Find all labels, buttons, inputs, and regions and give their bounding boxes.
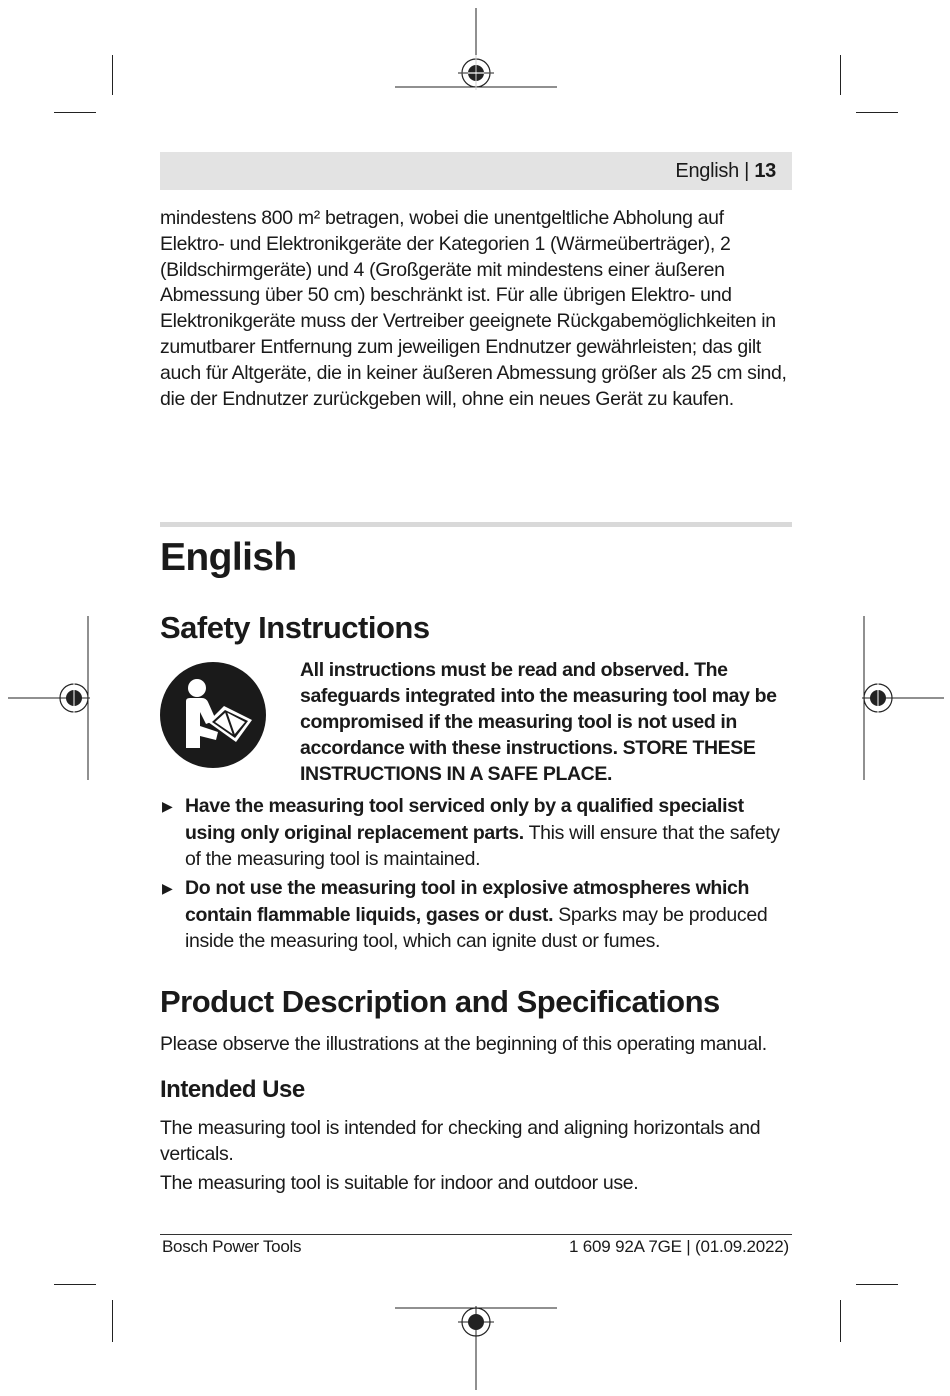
- safety-warning: All instructions must be read and observed. The safeguards integrated into the measuring tool may be compromised if the measuring tool is not used in accordance with these instructions. STORE THESE INSTRUCTIONS IN A SAFE PLACE.: [300, 659, 777, 785]
- crop-mark: [856, 1284, 898, 1285]
- registration-mark-top: [395, 8, 557, 90]
- safety-bullet: [160, 793, 792, 873]
- footer-rule: [160, 1234, 792, 1235]
- registration-mark-bottom: [395, 1306, 557, 1390]
- page-header: [160, 152, 792, 190]
- header-text: [675, 160, 776, 183]
- safety-heading: Safety Instructions: [160, 610, 430, 645]
- read-manual-icon: [160, 662, 266, 768]
- registration-mark-left: [8, 616, 90, 780]
- product-heading: Product Description and Specifications: [160, 984, 720, 1019]
- bullet-bold-text: Do not use the measuring tool in explosive atmospheres which contain flammable liquids, gases or dust.: [185, 877, 750, 926]
- safety-bullet: [160, 875, 792, 955]
- section-divider: [160, 522, 792, 527]
- intended-use-heading: Intended Use: [160, 1076, 305, 1103]
- bullet-text: This will ensure that the safety of the measuring tool is maintained.: [185, 821, 780, 870]
- product-intro: Please observe the illustrations at the beginning of this operating manual.: [160, 1033, 767, 1055]
- crop-mark: [112, 1300, 113, 1342]
- footer-brand: Bosch Power Tools: [162, 1237, 302, 1256]
- previous-section-paragraph: mindestens 800 m² betragen, wobei die unentgeltliche Abholung auf Elektro- und Elektronikgeräte der Kategorien 1 (Wärmeüberträger), 2 (Bildschirmgeräte) und 4 (Großgeräte mit mindestens einer äußeren Abmessung über 50 cm) beschränkt ist. Für alle übrigen Elektro- und Elektronikgeräte muss der Vertreiber geeignete Rückgabemöglichkeiten in zumutbarer Entfernung zum jeweiligen Endnutzer gewährleisten; das gilt auch für Altgeräte, die in keiner äußeren Abmessung größer als 25 cm sind, die der Endnutzer zurückgeben will, ohne ein neues Gerät zu kaufen.: [160, 207, 787, 410]
- bullet-arrow-icon: ▶: [162, 880, 173, 896]
- crop-mark: [840, 55, 841, 95]
- header-language: English: [675, 160, 739, 182]
- intended-use-paragraph: The measuring tool is intended for checking and aligning horizontals and verticals.: [160, 1117, 761, 1165]
- footer-doc-id: 1 609 92A 7GE | (01.09.2022): [569, 1237, 789, 1256]
- crop-mark: [54, 112, 96, 113]
- bullet-bold-text: Have the measuring tool serviced only by a qualified specialist using only original replacement parts.: [185, 795, 744, 844]
- page-number: 13: [754, 160, 776, 182]
- crop-mark: [112, 55, 113, 95]
- registration-mark-right: [862, 616, 944, 780]
- bullet-text: Sparks may be produced inside the measuring tool, which can ignite dust or fumes.: [185, 903, 768, 952]
- language-heading: English: [160, 536, 297, 579]
- crop-mark: [856, 112, 898, 113]
- bullet-arrow-icon: ▶: [162, 798, 173, 814]
- crop-mark: [54, 1284, 96, 1285]
- crop-mark: [840, 1300, 841, 1342]
- header-separator: |: [744, 160, 750, 182]
- intended-use-paragraph-2: The measuring tool is suitable for indoor and outdoor use.: [160, 1172, 639, 1194]
